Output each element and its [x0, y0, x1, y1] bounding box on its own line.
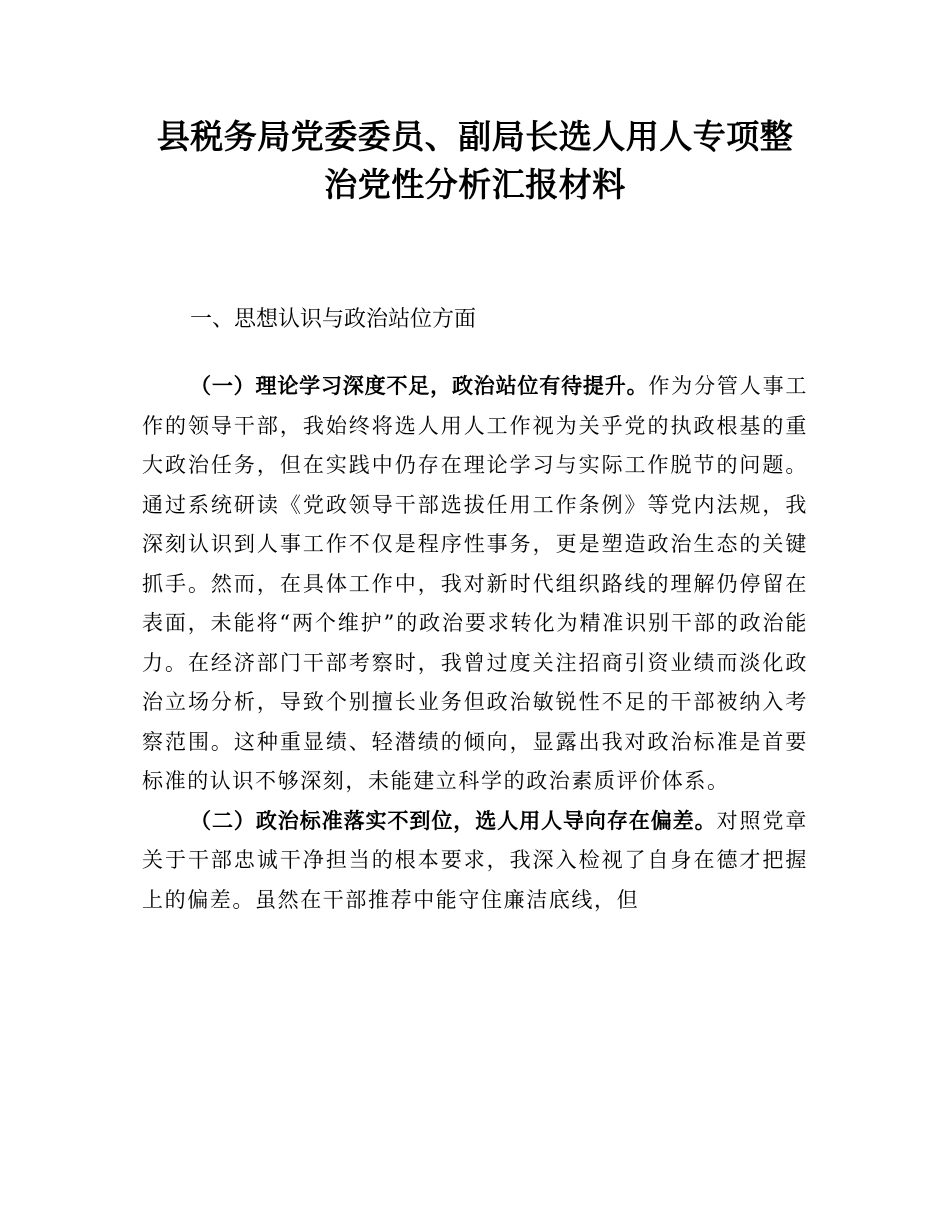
- title-line-1: 县税务局党委委员、副局长选人用人专项整: [156, 117, 794, 156]
- paragraph-2-lead: （二）政治标准落实不到位，选人用人导向存在偏差。: [190, 808, 717, 833]
- title-line-2: 治党性分析汇报材料: [324, 165, 626, 204]
- paragraph-1: [142, 367, 808, 802]
- document-title: [142, 0, 808, 209]
- paragraph-1-lead: （一）理论学习深度不足，政治站位有待提升。: [190, 374, 649, 398]
- paragraph-1-body: 作为分管人事工作的领导干部，我始终将选人用人工作视为关乎党的执政根基的重大政治任务，但在实践中仍存在理论学习与实际工作脱节的问题。通过系统研读《党政领导干部选拔任用工作条例》等党内法规，我深刻认识到人事工作不仅是程序性事务，更是塑造政治生态的关键抓手。然而，在具体工作中，我对新时代组织路线的理解仍停留在表面，未能将“两个维护”的政治要求转化为精准识别干部的政治能力。在经济部门干部考察时，我曾过度关注招商引资业绩而淡化政治立场分析，导致个别擅长业务但政治敏锐性不足的干部被纳入考察范围。这种重显绩、轻潜绩的倾向，显露出我对政治标准是首要标准的认识不够深刻，未能建立科学的政治素质评价体系。: [142, 374, 808, 793]
- section-heading: 一、思想认识与政治站位方面: [190, 307, 477, 332]
- paragraph-2-body: 对照党章关于干部忠诚干净担当的根本要求，我深入检视了自身在德才把握上的偏差。虽然在干部推荐中能守住廉洁底线，但: [142, 808, 808, 912]
- paragraph-2: [142, 802, 808, 921]
